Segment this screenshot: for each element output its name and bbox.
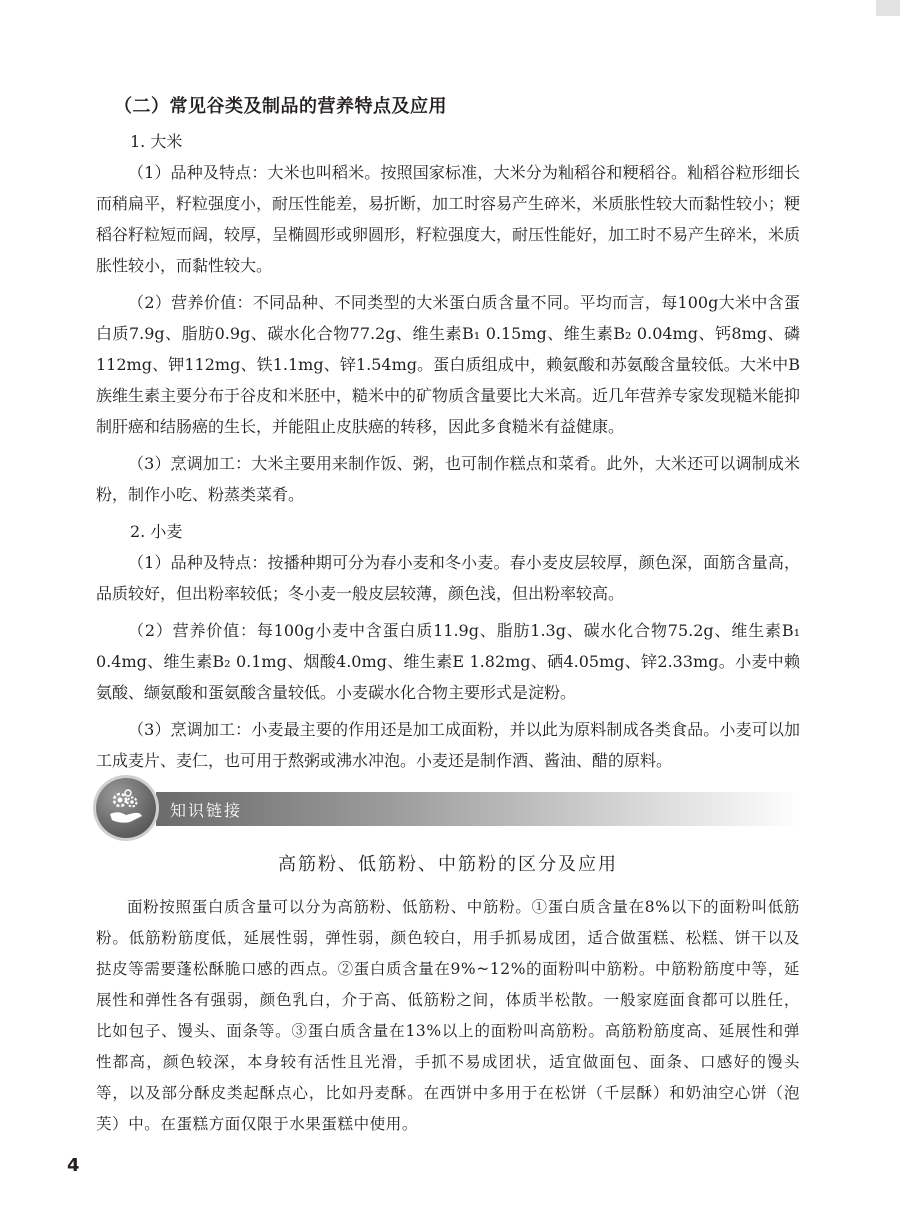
knowledge-link-title: 高筋粉、低筋粉、中筋粉的区分及应用: [278, 854, 618, 875]
rice-paragraph-nutrition: （2）营养价值：不同品种、不同类型的大米蛋白质含量不同。平均而言，每100g大米中含蛋白质7.9g、脂肪0.9g、碳水化合物77.2g、维生素B₁ 0.15mg、维生素B₂ 0.04mg、钙8mg、磷112mg、钾112mg、铁1.1mg、锌1.54mg。蛋白质组成中，赖氨酸和苏氨酸含量较低。大米中B族维生素主要分布于谷皮和米胚中，糙米中的矿物质含量要比大米高。近几年营养专家发现糙米能抑制肝癌和结肠癌的生长，并能阻止皮肤癌的转移，因此多食糙米有益健康。: [96, 293, 801, 436]
wheat-paragraph-varieties: （1）品种及特点：按播种期可分为春小麦和冬小麦。春小麦皮层较厚，颜色深，面筋含量高，品质较好，但出粉率较低；冬小麦一般皮层较薄，颜色浅，但出粉率较高。: [96, 553, 800, 603]
rice-heading: 1. 大米: [130, 132, 183, 151]
page-corner-mark: [876, 0, 900, 16]
wheat-paragraph-cooking: （3）烹调加工：小麦最主要的作用还是加工成面粉，并以此为原料制成各类食品。小麦可以加工成麦片、麦仁，也可用于熬粥或沸水冲泡。小麦还是制作酒、酱油、醋的原料。: [96, 720, 800, 770]
rice-paragraph-cooking: （3）烹调加工：大米主要用来制作饭、粥，也可制作糕点和菜肴。此外，大米还可以调制成米粉，制作小吃、粉蒸类菜肴。: [96, 454, 800, 504]
rice-paragraph-varieties: （1）品种及特点：大米也叫稻米。按照国家标准，大米分为籼稻谷和粳稻谷。籼稻谷粒形细长而稍扁平，籽粒强度小，耐压性能差，易折断，加工时容易产生碎米，米质胀性较大而黏性较小；粳稻谷籽粒短而阔，较厚，呈椭圆形或卵圆形，籽粒强度大，耐压性能好，加工时不易产生碎米，米质胀性较小，而黏性较大。: [96, 163, 801, 275]
knowledge-link-banner: [96, 778, 806, 838]
knowledge-link-label: 知识链接: [170, 801, 243, 820]
gears-hand-icon: [96, 778, 156, 838]
page-number: 4: [67, 1155, 80, 1176]
main-content: [96, 92, 800, 776]
wheat-paragraph-nutrition: （2）营养价值：每100g小麦中含蛋白质11.9g、脂肪1.3g、碳水化合物75.2g、维生素B₁ 0.4mg、维生素B₂ 0.1mg、烟酸4.0mg、维生素E 1.82mg、硒4.05mg、锌2.33mg。小麦中赖氨酸、缬氨酸和蛋氨酸含量较低。小麦碳水化合物主要形式是淀粉。: [96, 621, 800, 702]
knowledge-link-bar: [156, 792, 802, 826]
section-title: （二）常见谷类及制品的营养特点及应用: [114, 96, 447, 117]
wheat-heading: 2. 小麦: [130, 522, 183, 541]
knowledge-link-text: 面粉按照蛋白质含量可以分为高筋粉、低筋粉、中筋粉。①蛋白质含量在8%以下的面粉叫低筋粉。低筋粉筋度低，延展性弱，弹性弱，颜色较白，用手抓易成团，适合做蛋糕、松糕、饼干以及挞皮等需要蓬松酥脆口感的西点。②蛋白质含量在9%~12%的面粉叫中筋粉。中筋粉筋度中等，延展性和弹性各有强弱，颜色乳白，介于高、低筋粉之间，体质半松散。一般家庭面食都可以胜任，比如包子、馒头、面条等。③蛋白质含量在13%以上的面粉叫高筋粉。高筋粉筋度高、延展性和弹性都高，颜色较深，本身较有活性且光滑，手抓不易成团状，适宜做面包、面条、口感好的馒头等，以及部分酥皮类起酥点心，比如丹麦酥。在西饼中多用于在松饼（千层酥）和奶油空心饼（泡芙）中。在蛋糕方面仅限于水果蛋糕中使用。: [96, 898, 800, 1133]
